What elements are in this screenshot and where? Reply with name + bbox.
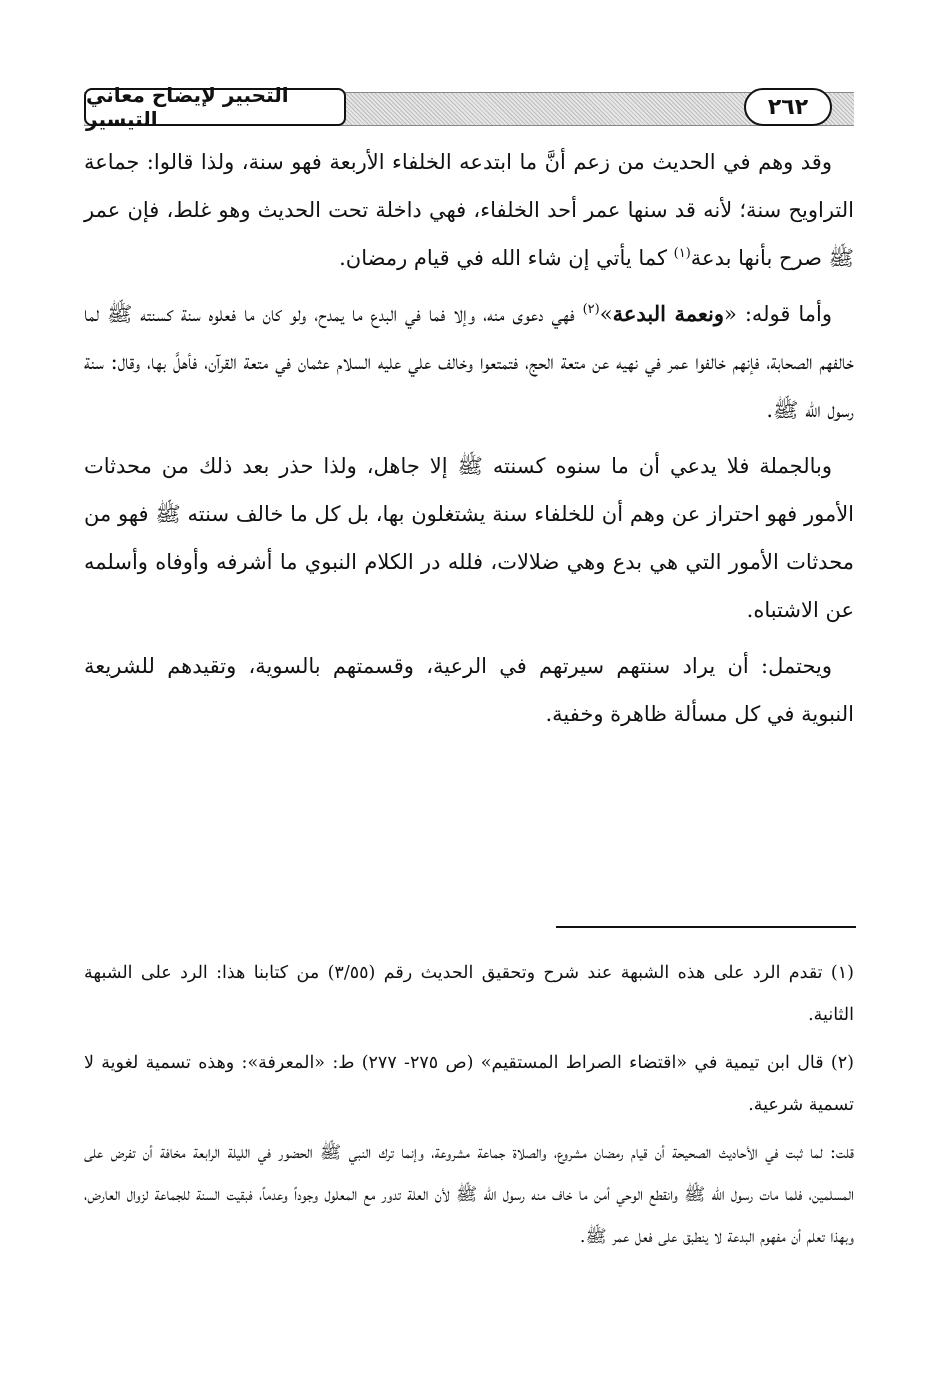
footnote-1: (١) تقدم الرد على هذه الشبهة عند شرح وتحقيق الحديث رقم (٣/٥٥) من كتابنا هذا: الرد على الشبهة الثانية.: [84, 963, 854, 1025]
footnote-2-note: قلت: لما ثبت في الأحاديث الصحيحة أن قيام رمضان مشروع، والصلاة جماعة مشروعة، وإنما ترك النبي ﷺ الحضور في الليلة الرابعة مخافة أن تفرض على المسلمين، فلما مات رسول الله ﷺ وانقطع الوحي أمن ما خاف منه رسول الله ﷺ لأن العلة تدور مع المعلول وجوداً وعدماً، فبقيت السنة للجماعة لزوال العارض، وبهذا تعلم أن مفهوم البدعة لا ينطبق على فعل عمر ﷺ.: [84, 1143, 854, 1247]
footnote-ref-1: (١): [673, 246, 691, 261]
page-number: [744, 88, 832, 126]
paragraph-3: وبالجملة فلا يدعي أن ما سنوه كسنته ﷺ إلا جاهل، ولذا حذر بعد ذلك من محدثات الأمور فهو احتراز عن وهم أن للخلفاء سنة يشتغلون بها، بل كل ما خالف سنته ﷺ فهو من محدثات الأمور التي هي بدع وهي ضلالات، فلله در الكلام النبوي ما أشرفه وأوفاه وأسلمه عن الاشتباه.: [84, 454, 854, 622]
running-title-text: التحبير لإيضاح معاني التيسير: [86, 83, 289, 131]
paragraph-1: وقد وهم في الحديث من زعم أنَّ ما ابتدعه الخلفاء الأربعة فهو سنة، ولذا قالوا: جماعة التراويح سنة؛ لأنه قد سنها عمر أحد الخلفاء، فهي داخلة تحت الحديث وهو غلط، فإن عمر ﷺ صرح بأنها بدعة$^{(١)}$ كما يأتي إن شاء الله في قيام رمضان.: [84, 150, 854, 270]
paragraph-4: ويحتمل: أن يراد سنتهم سيرتهم في الرعية، وقسمتهم بالسوية، وتقيدهم للشريعة النبوية في كل مسألة ظاهرة وخفية.: [84, 654, 854, 726]
main-text: [84, 138, 854, 746]
footnote-2: (٢) قال ابن تيمية في «اقتضاء الصراط المستقيم» (ص ٢٧٥- ٢٧٧) ط: «المعرفة»: وهذه تسمية لغوية لا تسمية شرعية.: [84, 1053, 854, 1115]
footnote-ref-2: (٢): [582, 302, 600, 317]
paragraph-2: وأما قوله: «ونعمة البدعة»$^{(٢)}$ فهي دعوى منه، وإلا فما في البدع ما يمدح، ولو كان ما فعلوه سنة كسنته ﷺ لما خالفهم الصحابة، فإنهم خالفوا عمر في نهيه عن متعة الحج، فتمتعوا وخالف علي عليه السلام عثمان في متعة القرآن، فأهلَّ بها، وقال: سنة رسول الله ﷺ.: [84, 301, 854, 422]
quoted-phrase: ونعمة البدعة: [612, 301, 725, 326]
footnote-divider: [556, 926, 856, 928]
running-title: [84, 83, 346, 131]
footnotes: [84, 952, 854, 1264]
page-number-text: ٢٦٢: [767, 94, 809, 120]
